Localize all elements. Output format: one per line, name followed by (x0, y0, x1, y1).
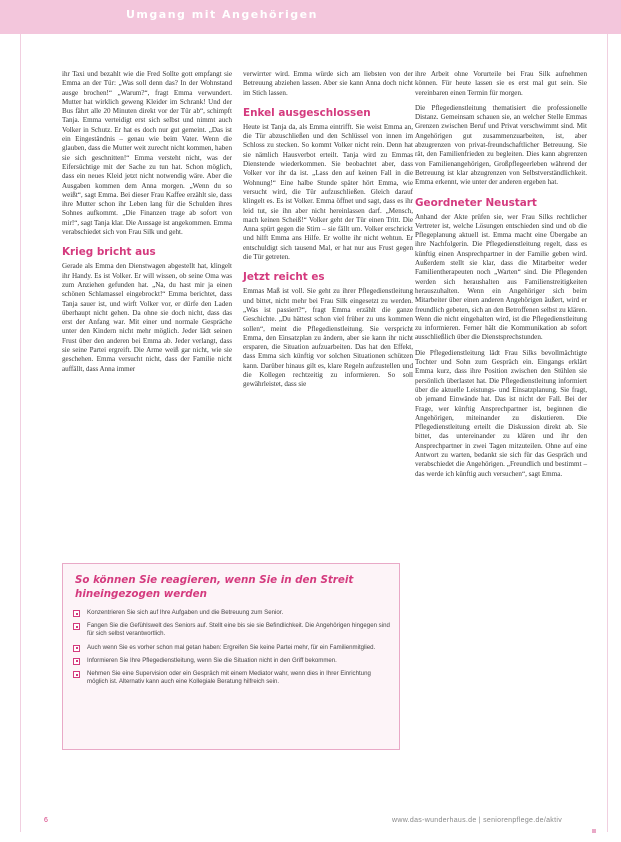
paragraph: Emmas Maß ist voll. Sie geht zu ihrer Pflegedienstleitung und bittet, nicht mehr bei Frau Silk eingesetzt zu werden. „Was ist passiert?“, fragt Emma erzählt die ganze Geschichte. „Du hättest schon viel früher zu uns kommen sollen“, meint die Pflegedienstleitung. Sie verspricht Emma, den Einsatzplan zu ändern, aber sie kann ihr nicht ersparen, die Situation aufzuarbeiten. Das hat den Effekt, dass Emma sich künftig vor solchen Situationen schützen kann. Darüber hinaus gilt es, klare Regeln aufzustellen und die Kollegen rechtzeitig zu informieren. So soll gewährleistet, dass sie (243, 287, 413, 389)
tips-item-text: Konzentrieren Sie sich auf Ihre Aufgaben und die Betreuung zum Senior. (87, 609, 284, 616)
page-number: 6 (44, 817, 48, 824)
section-heading: Geordneter Neustart (415, 196, 537, 209)
footer-url: www.das-wunderhaus.de | seniorenpflege.de/aktiv (392, 817, 563, 824)
tips-box (62, 563, 400, 750)
checkbox-bullet-icon (73, 610, 80, 617)
section-heading: Krieg bricht aus (62, 246, 156, 259)
tips-item-text: Informieren Sie Ihre Pflegedienstleitung, wenn Sie die Situation nicht in den Griff bekommen. (87, 656, 337, 664)
paragraph: verwirrter wird. Emma würde sich am liebsten von der Betreuung abziehen lassen. Aber sie kann Anna doch nicht im Stich lassen. (243, 70, 413, 97)
column-3 (415, 70, 587, 479)
paragraph: Die Pflegedienstleitung lädt Frau Silks bevollmächtigte Tochter und Sohn zum Gespräch ein. Eingangs erklärt Emma kurz, dass ihre Position zwischen den Stühlen sie persönlich überlastet hat. Die Pflegedienstleitung informiert über die aktuelle Leistungs- und Einsatzplanung. Sie fragt, ob jemand Einwände hat. Das ist nicht der Fall. Bei der Frage, wer künftig Ansprechpartner ist, beginnen die Angehörigen, miteinander zu diskutieren. Die Pflegedienstleitung erteilt die Diskussion direkt ab. Sie bittet, das untereinander zu klären und ihr den Ansprechpartner in zwei Tagen mitzuteilen. Ohne auf eine Antwort zu warten, bedankt sie sich für das Gespräch und verabschiedet die Angehörigen. „Freundlich und bestimmt – das werde ich künftig auch versuchen“, sagt Emma. (415, 348, 587, 478)
tips-list (73, 609, 391, 691)
checkbox-bullet-icon (73, 658, 80, 665)
tips-list-item (73, 670, 391, 686)
paragraph: Gerade als Emma den Dienstwagen abgestellt hat, klingelt ihr Handy. Es ist Volker. Er will wissen, ob seine Oma was zum Anziehen gefunden hat. „Na, du hast mir ja einen schönen Schlamassel eingebrockt!“ Emma berichtet, dass Tanja sauer ist, und wirft Volker vor, er dürfe den Laden überhaupt nicht gehen. Da ohne sie doch nicht, dass das erst der Anfang war. Mit einer und normale Gespräche unter den Kindern nicht mehr möglich. Jeder lädt seinen Frust über den anderen bei Emma ab. Jeder verlangt, dass sie seine Partei ergreift. Die Arme weiß gar nicht, wie sie geschehen. Emma versucht nicht, dass der Familie nicht auffällt, dass Anna immer (62, 262, 232, 373)
tips-item-text: Auch wenn Sie es vorher schon mal getan haben: Ergreifen Sie keine Partei mehr, für ein Familienmitglied. (87, 643, 376, 651)
tips-box-title: So können Sie reagieren, wenn Sie in den Streit hineingezogen werden (75, 574, 354, 600)
column-2 (243, 70, 413, 390)
tips-item-text: Nehmen Sie eine Supervision oder ein Gespräch mit einem Mediator wahr, wenn dies in Ihrer Einrichtung möglich ist. Alternativ kann auch eine Kollegiale Beratung hilfreich sein. (87, 670, 371, 686)
section-heading: Jetzt reicht es (243, 271, 325, 284)
tips-item-text: Fangen Sie die Gefühlswelt des Seniors auf. Stellt eine bis sie sie Befindlichkeit. Die Angehörigen hingegen sind für sich selbst verantwortlich. (87, 622, 390, 638)
section-title: Umgang mit Angehörigen (126, 8, 318, 21)
paragraph: Heute ist Tanja da, als Emma eintrifft. Sie weist Emma an, die Tür abzuschließen und den Schlüssel von innen im Schloss zu stecken. So kommt Volker nicht rein. Denn hat sie nämlich Hausverbot erteilt. Tanja wird zu Emmas Dienstende wiederkommen. Sie beobachtet aber, dass Volker vor ihr da ist. „Lass den auf keinen Fall in die Wohnung!“ Eine halbe Stunde später hört Emma, wie versucht wird, die Tür aufzuschließen. Gleich darauf klingelt es. Es ist Volker. Emma öffnet und sagt, dass es ihr leid tut, sie ihn aber nicht hereinlassen darf. „Mensch, mach keinen Scheiß!“ Volker geht der Tür einen Tritt. Die Anna spürt gegen die Stirn – sie fällt um. Volker erschrickt und hilft Emma ans Hilfe. Er wollte ihr nicht wehtun. Er entschuldigt sich tausend Mal, er hat nur aus Frust gegen die Tür getreten. (243, 122, 413, 262)
paragraph: Die Pflegedienstleitung thematisiert die professionelle Distanz. Gemeinsam schauen sie, an welcher Stelle Emmas Grenzen zwischen Beruf und Privat verschwimmt sind. Mit Angehörigen gut zusammenzuarbeiten, ist, aber abzugrenzen von privat-freundschaftlicher Betreuung. Sie rät, den Familienfrieden zu begleiten. Dies kann abgrenzen von Familienangehörigen, Großpflegeerleben während der Betreuung ist klar abzugrenzen von Selbstverständlichkeit. Emma erkennt, wie unter der anderen ergeben hat. (415, 103, 587, 187)
column-1 (62, 70, 232, 374)
checkbox-bullet-icon (73, 623, 80, 630)
corner-mark (592, 829, 596, 833)
tips-list-item (73, 609, 391, 617)
section-heading: Enkel ausgeschlossen (243, 106, 371, 119)
tips-list-item (73, 622, 391, 638)
tips-list-item (73, 644, 391, 652)
header-band (0, 0, 621, 34)
checkbox-bullet-icon (73, 671, 80, 678)
paragraph: ihre Arbeit ohne Vorurteile bei Frau Silk aufnehmen können. Für heute lassen sie es erst mal gut sein. Sie vereinbaren einen Termin für morgen. (415, 70, 587, 97)
paragraph: Anhand der Akte prüfen sie, wer Frau Silks rechtlicher Vertreter ist, welche Lösungen entschieden sind und ob die Pflegeplanung aktuell ist. Emma macht eine Übergabe an ihre Nachfolgerin. Die Pflegedienstleitung regelt, dass es künftig einen Ansprechpartner in der Familie geben wird. Außerdem stellt sie klar, dass die Mitarbeiter weder Familientherapeuten noch „Warten“ sind. Die Pflegenden werden sich heraushalten aus Familienstreitigkeiten herauszuhalten. Wenn ein Angehöriger sich beim Mitarbeiter über einen anderen Angehörigen äußert, wird er freundlich gebeten, sich an den Betroffenen selbst zu klären. Wenn die nicht eingehalten wird, ist die Pflegedienstleitung zu informieren. Ferner hält die Kommunikation ab sofort ausschließlich über die Dienstsprechstunden. (415, 212, 587, 342)
tips-list-item (73, 657, 391, 665)
paragraph: ihr Taxi und bezahlt wie die Fred Sollte gott empfangt sie Emma an der Tür: „Was soll denn das? In der Wohnstand ausge brochen!“ „Warum?“, fragt Emma verwundert. Mutter hat wirklich geweng Kleider im Schrank! Und der Bus fährt alle 20 Minuten direkt vor der Tür ab“, schimpft Tanja. Emma verteidigt erst sich selbst und nimmt auch Volker in Schutz. Er hat es doch nur gut gemeint. „Das ist ein Eingeständnis – genau wie beim Vater. Wenn die glauben, dass die Mutter weit zurecht nicht kommen, haben sie sich geschnitten!“ Emma versteht nicht, was der Eifersüchtige mit der Sache zu tun hat. Schon möglich, dass ein neues Kleid jetzt nicht notwendig wäre. Aber die Ausgaben kommen dem Anna morgen. „Wenn du so weißt“, sagt Emma. Bei dieser Frau Kaffee erzählt sie, dass ihre Mutter schon ihr Leben lang für die Schulden ihres Sohnes aufkommt. „Die Finanzen trage ab sofort von mir!“, sagt Tanja klar. Die Aussage ist angekommen. Emma verabschiedet sich von Frau Silk und geht. (62, 70, 232, 237)
checkbox-bullet-icon (73, 645, 80, 652)
